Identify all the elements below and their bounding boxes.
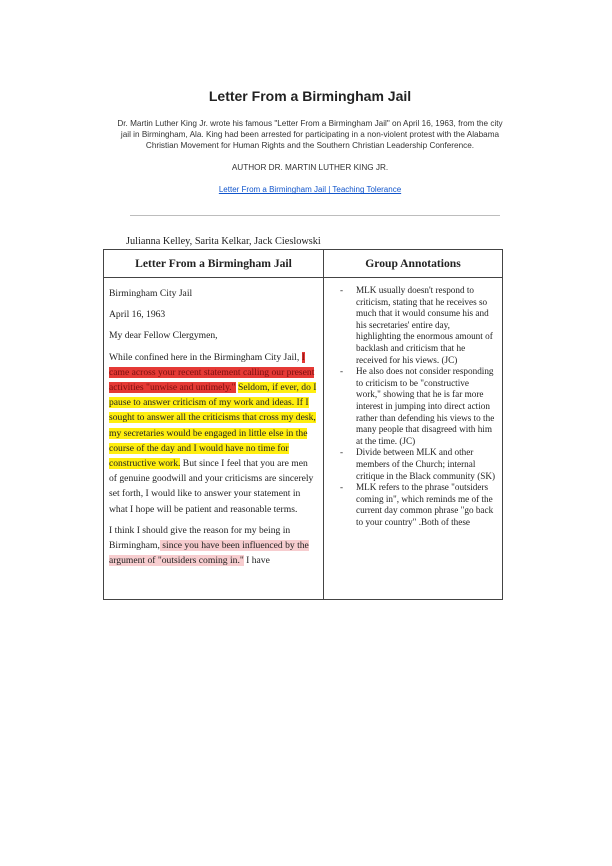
highlight-pink: since you have been influenced by the argument of "outsiders coming in.": [109, 540, 309, 567]
column-header-annotations: Group Annotations: [324, 250, 503, 278]
letter-salutation: My dear Fellow Clergymen,: [109, 330, 218, 342]
text-span: While confined here in the Birmingham City Jail,: [109, 351, 302, 363]
text-span: I think I should give the reason for my being in Birmingham,: [109, 524, 291, 552]
text-span: I have: [243, 555, 270, 567]
annotation-text: Divide between MLK and other members of the Church; internal critique in the Black community (SK): [356, 447, 496, 481]
divider: [130, 215, 500, 216]
annotations-cell: [324, 278, 503, 600]
column-header-letter: Letter From a Birmingham Jail: [104, 250, 324, 278]
letter-paragraph-1: [109, 350, 317, 517]
author-line: AUTHOR DR. MARTIN LUTHER KING JR.: [231, 163, 389, 173]
annotation-item: [328, 482, 496, 528]
page-title: Letter From a Birmingham Jail: [208, 88, 412, 104]
group-members: Julianna Kelley, Sarita Kelkar, Jack Cieslowski: [126, 236, 321, 247]
annotation-text: He also does not consider responding to criticism to be "constructive work," showing that he is far more interest in jumping into direct action rather than defending his views to the many people that disagreed with him at the time. (JC): [356, 366, 495, 446]
letter-text-cell: [104, 278, 324, 600]
annotation-table: [103, 249, 503, 600]
dash-bullet: -: [340, 366, 344, 377]
text-span: But since I feel that you are men of genuine goodwill and your criticisms are sincerely set forth, I would like to answer your statement in what I hope will be patient and reasonable terms.: [109, 458, 314, 515]
dash-bullet: -: [340, 447, 344, 458]
annotation-text: MLK usually doesn't respond to criticism, stating that he receives so much that it would consume his and his secretaries' entire day, highlighting the enormous amount of backlash and criticism that he received for his views. (JC): [356, 285, 493, 365]
letter-date: April 16, 1963: [109, 309, 166, 321]
letter-paragraph-2: [109, 523, 317, 569]
dash-bullet: -: [340, 482, 344, 493]
annotation-list: [328, 285, 496, 528]
annotation-text: MLK refers to the phrase "outsiders coming in", which reminds me of the current day common phrase "go back to your country" .Both of these: [356, 482, 494, 527]
letter-place: Birmingham City Jail: [109, 288, 193, 299]
annotation-item: [328, 366, 496, 447]
highlight-yellow: Seldom, if ever, do I pause to answer criticism of my work and ideas. If I sought to answer all the criticisms that cross my desk, my secretaries would be engaged in little else in the course of the day and I would have no time for constructive work.: [109, 382, 317, 470]
intro-paragraph: Dr. Martin Luther King Jr. wrote his famous "Letter From a Birmingham Jail" on April 16, 1963, from the city jail in Birmingham, Ala. King had been arrested for participating in a non-violent protest with the Alabama Christian Movement for Human Rights and the Southern Christian Leadership Conference.: [117, 119, 503, 150]
annotation-item: [328, 285, 496, 366]
dash-bullet: -: [340, 285, 344, 295]
highlight-red: I came across your recent statement calling our present activities "unwise and untimely.": [109, 351, 315, 394]
document-header: [110, 88, 510, 197]
source-link[interactable]: Letter From a Birmingham Jail | Teaching Tolerance: [218, 185, 402, 195]
annotation-item: [328, 447, 496, 482]
